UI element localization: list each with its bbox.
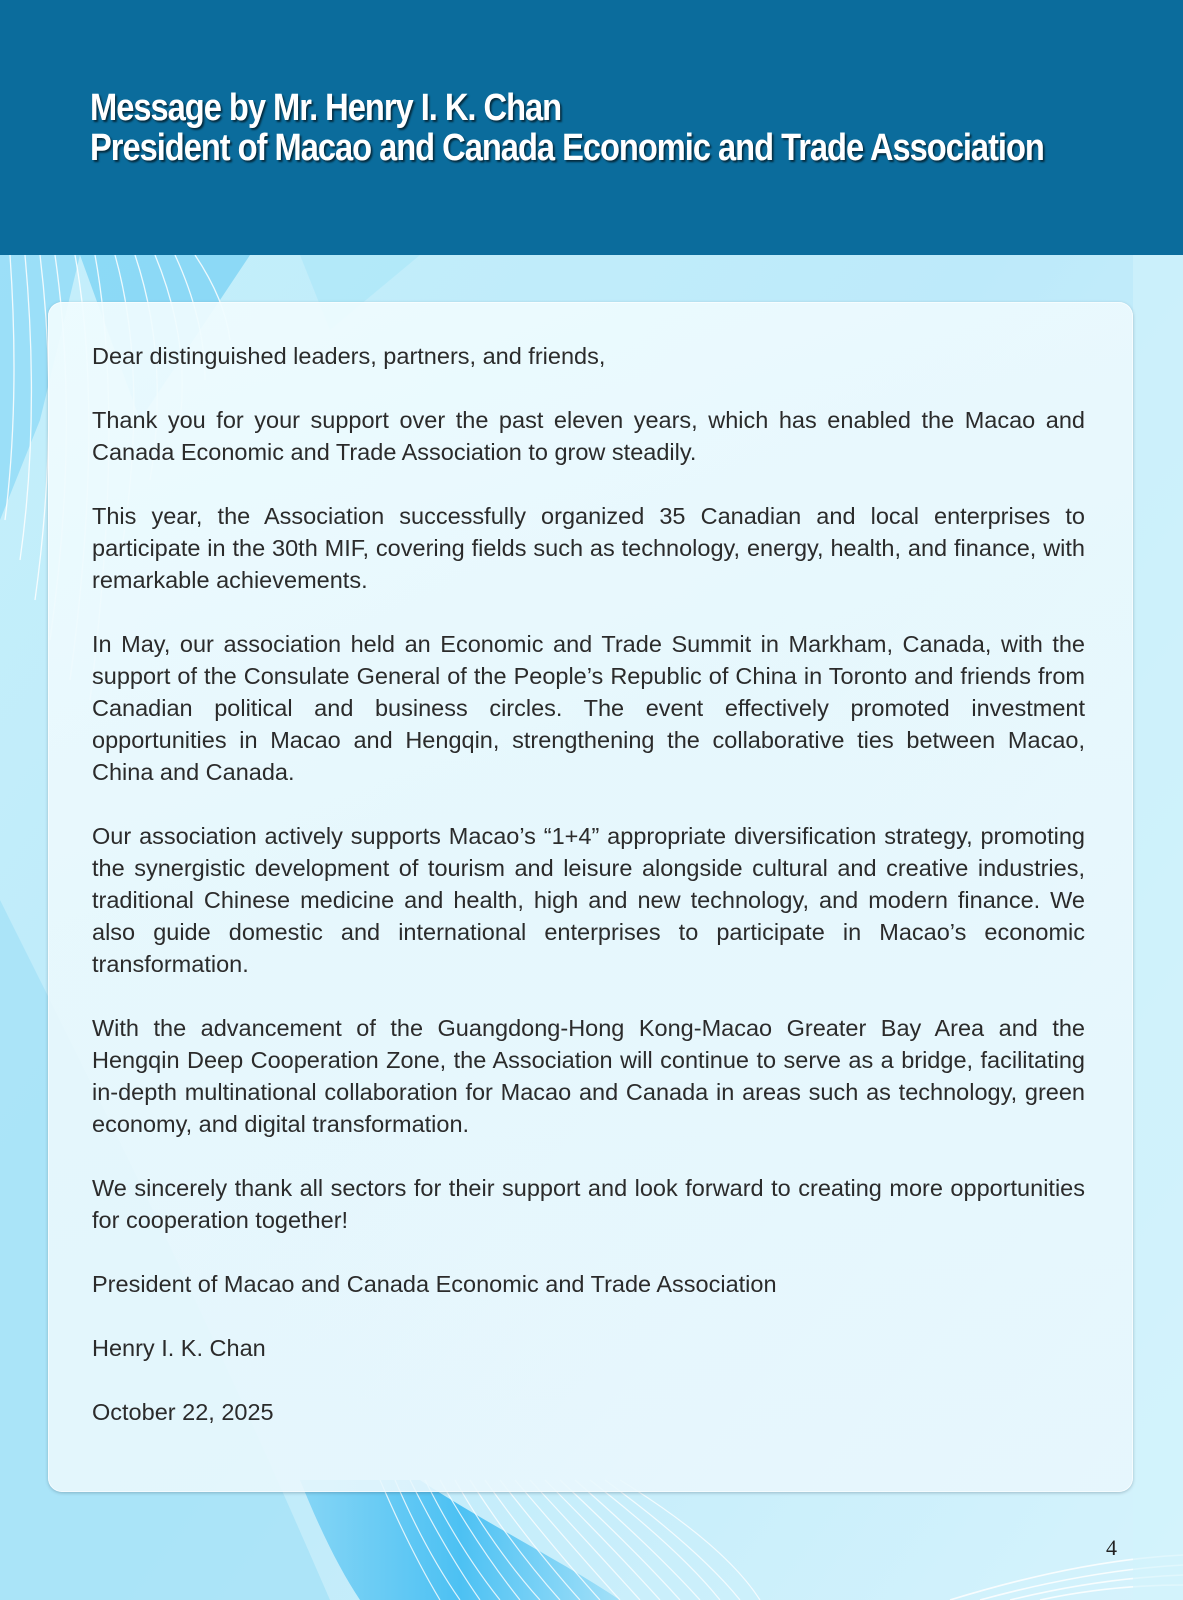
page-header [0, 0, 1183, 255]
salutation: Dear distinguished leaders, partners, and friends, [92, 343, 606, 369]
signature-name: Henry I. K. Chan [92, 1335, 266, 1361]
paragraph-greater-bay-area: With the advancement of the Guangdong-Hong Kong-Macao Greater Bay Area and the Hengqin Deep Cooperation Zone, the Association will continue to serve as a bridge, facilitating in-depth multinational collaboration for Macao and Canada in areas such as technology, green economy, and digital transformation. [92, 1015, 1085, 1137]
page-title [90, 88, 1044, 168]
paragraph-closing: We sincerely thank all sectors for their support and look forward to creating more opportunities for cooperation together! [92, 1175, 1085, 1233]
letter-date: October 22, 2025 [92, 1399, 274, 1425]
paragraph-diversification: Our association actively supports Macao’s “1+4” appropriate diversification strategy, promoting the synergistic development of tourism and leisure alongside cultural and creative industries, traditional Chinese medicine and health, high and new technology, and modern finance. We also guide domestic and international enterprises to participate in Macao’s economic transformation. [92, 823, 1085, 977]
signature-title: President of Macao and Canada Economic and Trade Association [92, 1271, 777, 1297]
paragraph-mif: This year, the Association successfully organized 35 Canadian and local enterprises to participate in the 30th MIF, covering fields such as technology, energy, health, and finance, with remarkable achievements. [92, 503, 1085, 593]
title-line-message: Message by Mr. Henry I. K. Chan [90, 87, 562, 129]
paragraph-summit: In May, our association held an Economic and Trade Summit in Markham, Canada, with the support of the Consulate General of the People’s Republic of China in Toronto and friends from Canadian political and business circles. The event effectively promoted investment opportunities in Macao and Hengqin, strengthening the collaborative ties between Macao, China and Canada. [92, 631, 1085, 785]
letter-body [92, 340, 1085, 1460]
paragraph-thanks: Thank you for your support over the past eleven years, which has enabled the Macao and Canada Economic and Trade Association to grow steadily. [92, 407, 1085, 465]
title-line-president: President of Macao and Canada Economic and Trade Association [90, 127, 1044, 169]
page-number: 4 [1106, 1535, 1117, 1560]
